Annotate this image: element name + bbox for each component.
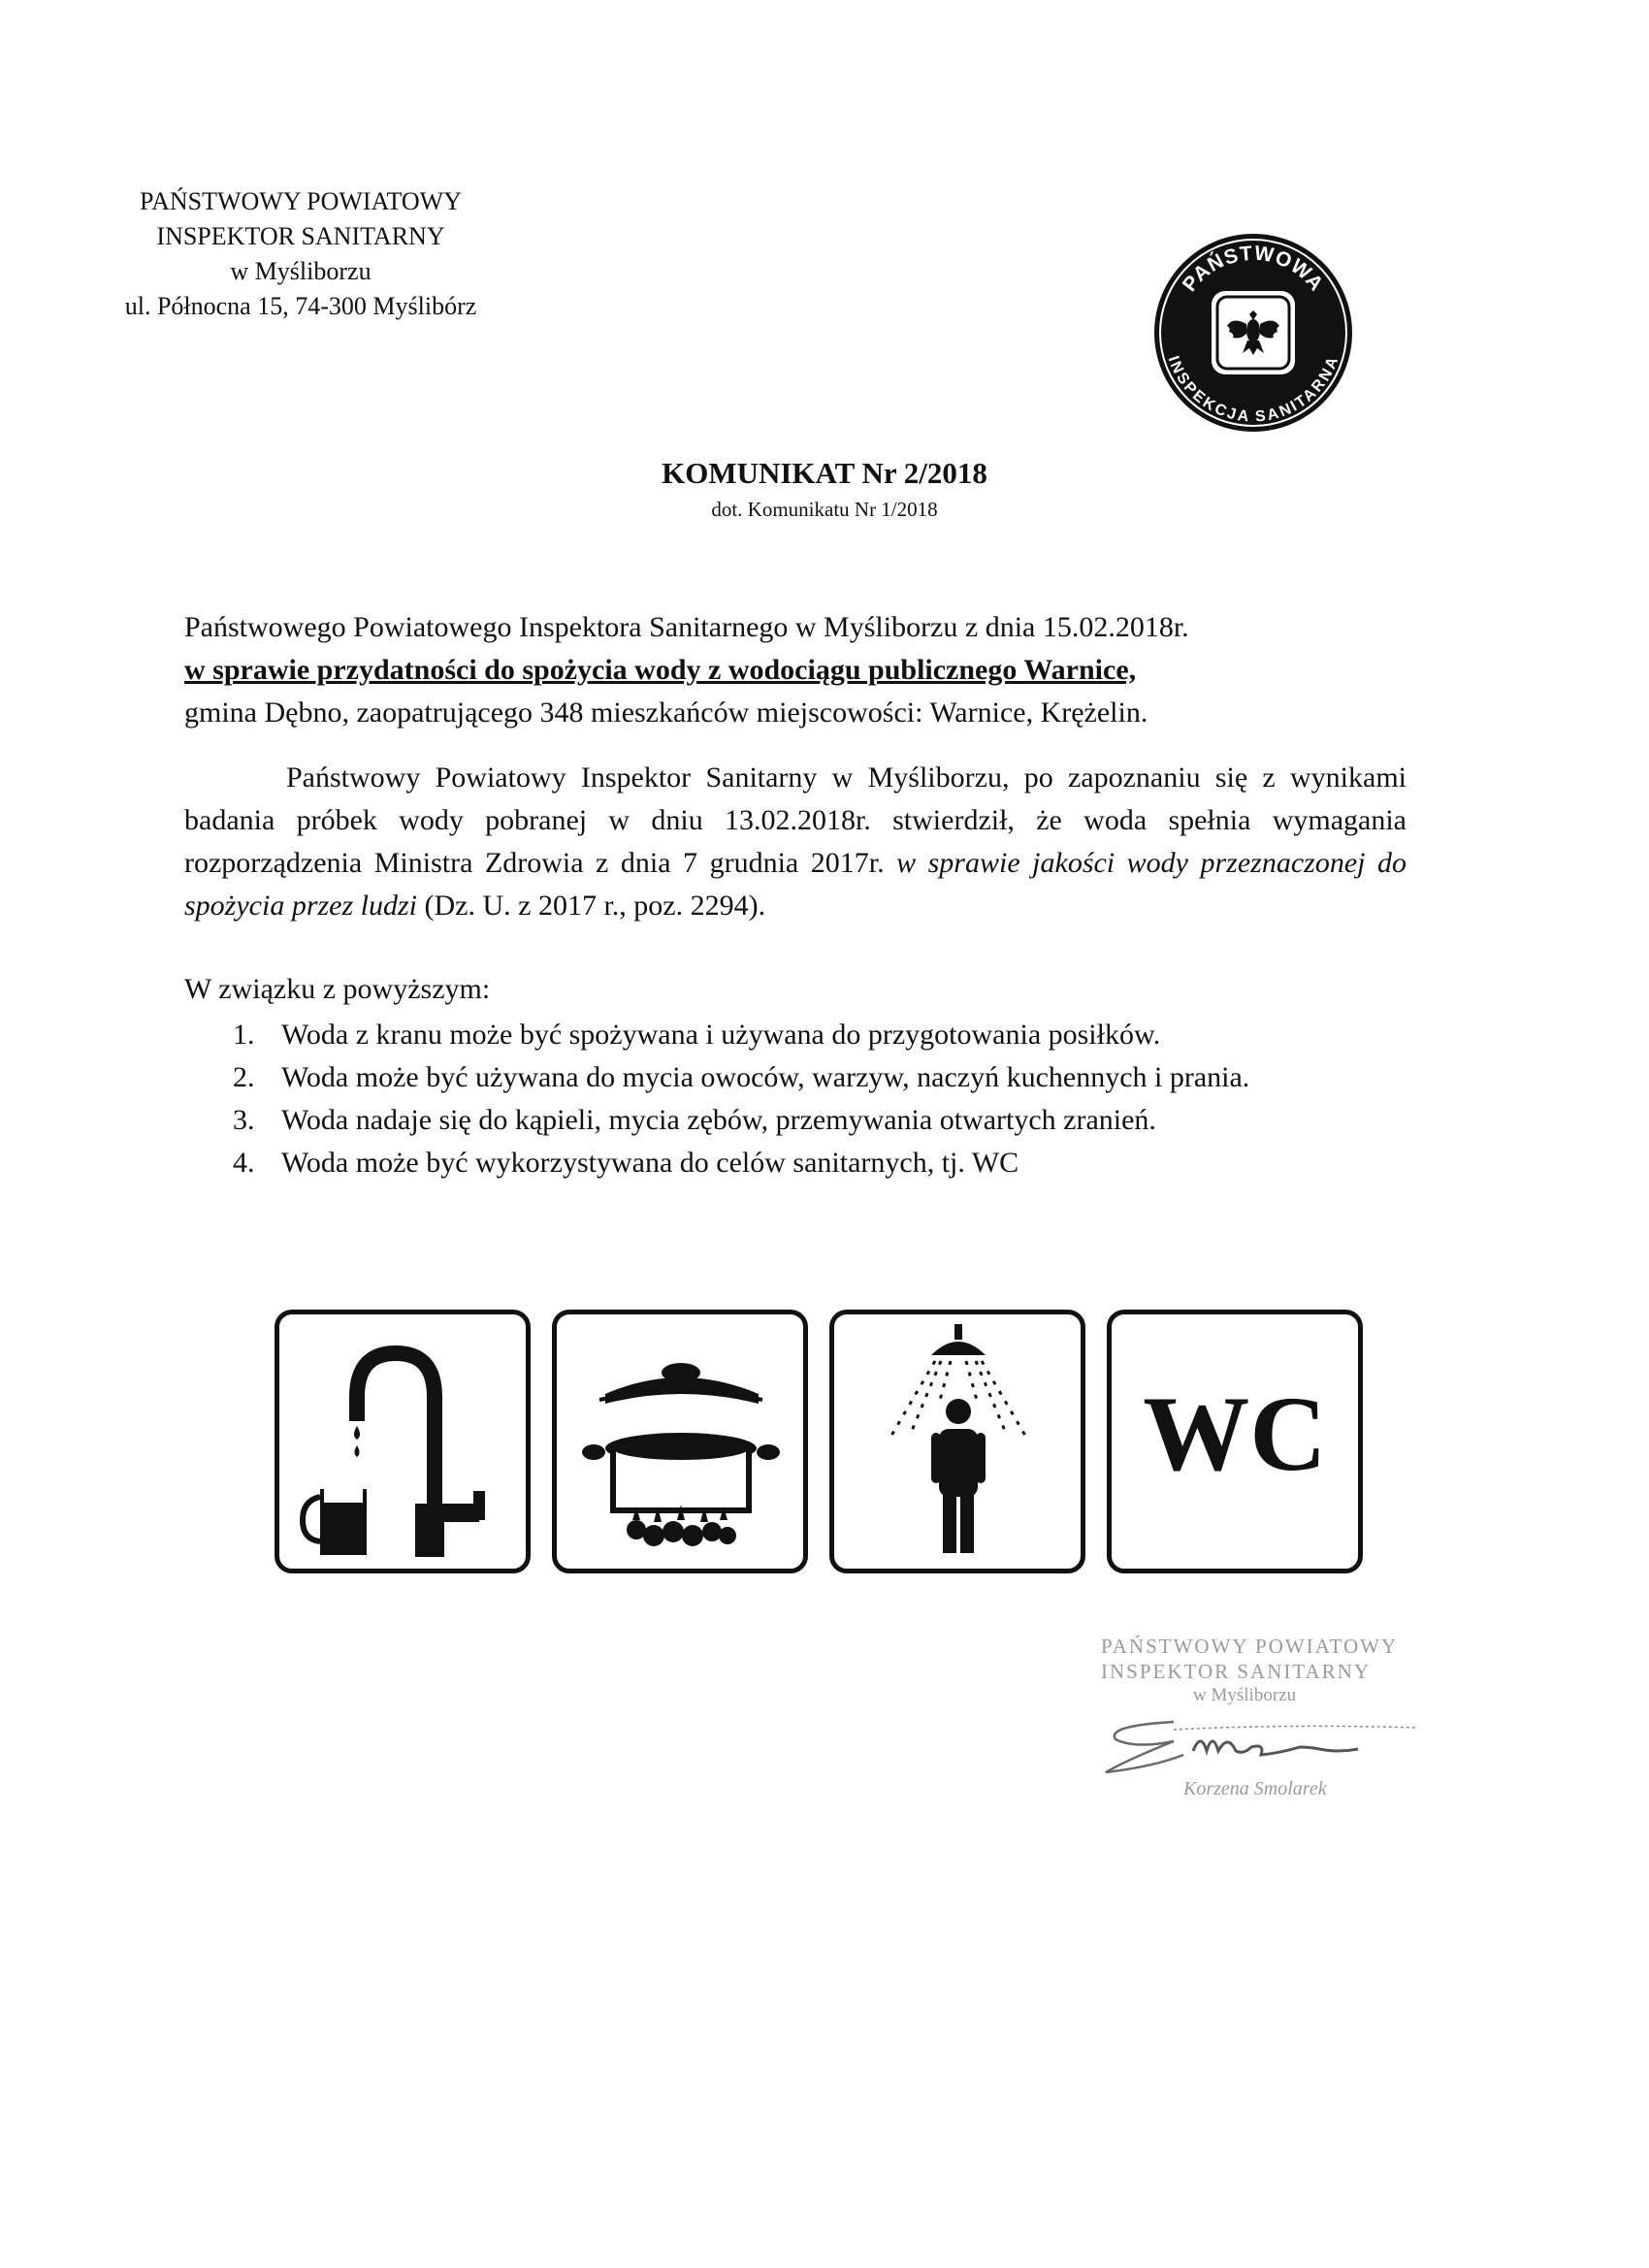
stamp-line: w Myśliborzu (1193, 1685, 1297, 1705)
list-item (233, 1099, 1406, 1142)
intro-line: Państwowego Powiatowego Inspektora Sanitarnego w Myśliborzu z dnia 15.02.2018r. (184, 611, 1189, 643)
document-title: KOMUNIKAT Nr 2/2018 (662, 456, 987, 490)
list-item-number: 1. (233, 1019, 255, 1051)
list-item-number: 3. (233, 1104, 255, 1136)
official-stamp (1096, 1635, 1445, 1819)
list-item-text: Woda może być używana do mycia owoców, warzyw, naczyń kuchennych i prania. (281, 1061, 1250, 1093)
list-item-text: Woda może być wykorzystywana do celów sanitarnych, tj. WC (281, 1147, 1019, 1179)
pictogram-row (275, 1310, 1380, 1581)
wc-icon (1107, 1310, 1363, 1573)
regulation-title: w sprawie jakości wody przeznaczonej do spożycia przez ludzi (184, 847, 1407, 922)
intro-subject-line: w sprawie przydatności do spożycia wody z wodociągu publicznego Warnice, (184, 654, 1137, 686)
body-text-part: (Dz. U. z 2017 r., poz. 2294). (424, 890, 766, 922)
stamp-line: INSPEKTOR SANITARNY (1101, 1660, 1372, 1683)
official-seal-icon (1151, 231, 1355, 435)
sender-line: PAŃSTWOWY POWIATOWY (140, 187, 462, 215)
list-item (233, 1014, 1406, 1056)
shower-icon (829, 1310, 1085, 1573)
intro-paragraph (184, 606, 1406, 734)
stamp-line: PAŃSTWOWY POWIATOWY (1101, 1635, 1399, 1658)
list-item-text: Woda z kranu może być spożywana i używana do przygotowania posiłków. (281, 1019, 1161, 1051)
cooking-pot-icon (552, 1310, 808, 1573)
list-item (233, 1056, 1406, 1099)
sender-address (116, 184, 485, 324)
body-text (184, 757, 1406, 927)
body-paragraph (184, 757, 1406, 927)
list-item-number: 2. (233, 1061, 255, 1093)
sender-line: w Myśliborzu (230, 257, 372, 285)
stamp-name: Korzena Smolarek (1183, 1778, 1327, 1799)
svg-text:PAŃSTWOWA: PAŃSTWOWA (1178, 242, 1329, 296)
recommendation-list (233, 1014, 1406, 1184)
svg-text:INSPEKCJA SANITARNA: INSPEKCJA SANITARNA (1164, 354, 1342, 426)
body-text-part: Państwowy Powiatowy Inspektor Sanitarny w Myśliborzu, po zapoznaniu się z wynikami badania próbek wody pobranej w dniu 13.02.2018r. stwierdził, że woda spełnia wymagania rozporządzenia Ministra Zdrowia z dnia 7 grudnia 2017r. (184, 761, 1406, 879)
document-subtitle: dot. Komunikatu Nr 1/2018 (711, 498, 938, 521)
list-item-text: Woda nadaje się do kąpieli, mycia zębów, przemywania otwartych zranień. (281, 1104, 1156, 1136)
list-item (233, 1142, 1406, 1184)
faucet-icon (275, 1310, 531, 1573)
list-lead: W związku z powyższym: (184, 973, 491, 1005)
intro-line: gmina Dębno, zaopatrującego 348 mieszkańców miejscowości: Warnice, Krężelin. (184, 697, 1148, 729)
list-item-number: 4. (233, 1147, 255, 1179)
sender-line: INSPEKTOR SANITARNY (156, 222, 445, 250)
sender-line: ul. Północna 15, 74-300 Myślibórz (124, 292, 477, 320)
wc-label: WC (1143, 1375, 1327, 1493)
